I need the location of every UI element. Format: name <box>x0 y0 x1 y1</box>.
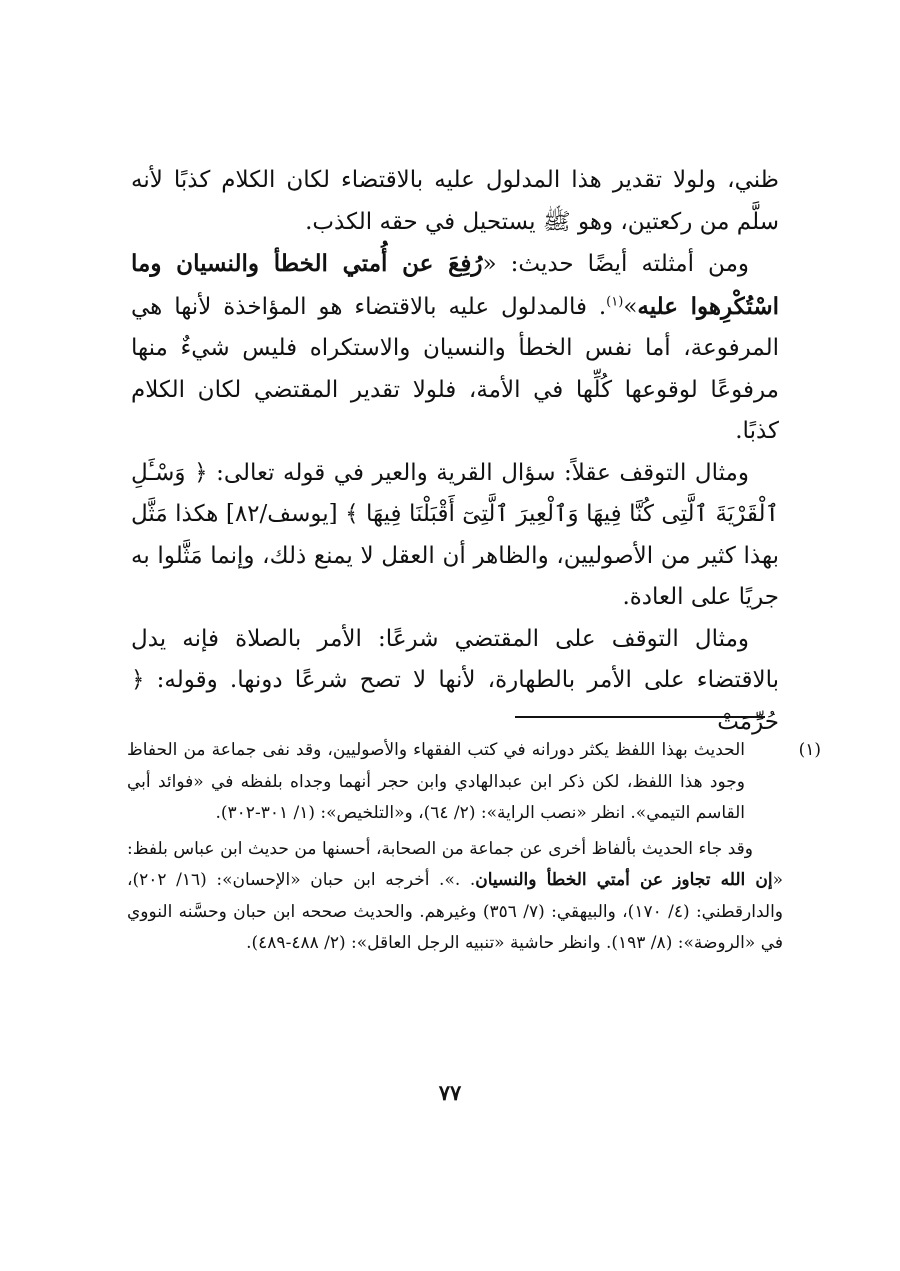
footnote-separator <box>515 716 765 718</box>
footnote-ref[interactable]: (١) <box>606 293 624 309</box>
p2-close-quote: » <box>623 293 638 320</box>
hadith-quote: رُفِعَ عن أُمتي الخطأ والنسيان وما اسْتُكْرِهوا عليه <box>131 250 779 320</box>
fn2-rest: . .». أخرجه ابن حبان «الإحسان»: (١٦/ ٢٠٢)، والدارقطني: (٤/ ١٧٠)، والبيهقي: (٧/ ٣٥٦) وغيرهم. والحديث صححه ابن حبان وحسَّنه النووي في «الروضة»: (٨/ ١٩٣). وانظر حاشية «تنبيه الرجل العاقل»: (٢/ ٤٨٨-٤٨٩). <box>127 870 784 953</box>
paragraph-3: ومثال التوقف عقلاً: سؤال القرية والعير في قوله تعالى: ﴿ وَسْـَٔلِ ٱلْقَرْيَةَ ٱلَّتِى كُنَّا فِيهَا وَٱلْعِيرَ ٱلَّتِىٓ أَقْبَلْنَا فِيهَا ﴾ [يوسف/٨٢] هكذا مَثَّل بهذا كثير من الأصوليين، والظاهر أن العقل لا يمنع ذلك، وإنما مَثَّلوا به جريًا على العادة. <box>131 459 779 610</box>
footnote-1-continuation <box>127 834 783 960</box>
paragraph-2 <box>131 243 779 453</box>
footnote-number: (١) <box>798 740 821 760</box>
p2-intro: ومن أمثلته أيضًا حديث: « <box>482 251 749 277</box>
footnotes <box>127 735 821 960</box>
paragraph-1: ظني، ولولا تقدير هذا المدلول عليه بالاقتضاء لكان الكلام كذبًا لأنه سلَّم من ركعتين، وهو ﷺ يستحيل في حقه الكذب. <box>131 167 779 235</box>
fn2-hadith-quote: إن الله تجاوز عن أمتي الخطأ والنسيان <box>475 870 773 890</box>
p2-rest: . فالمدلول عليه بالاقتضاء هو المؤاخذة لأنها هي المرفوعة، أما نفس الخطأ والنسيان والاستكراه فليس شيءٌ منها مرفوعًا لوقوعها كُلِّها في الأمة، فلولا تقدير المقتضي لكان الكلام كذبًا. <box>131 293 779 444</box>
footnote-1 <box>127 735 821 830</box>
paragraph-4: ومثال التوقف على المقتضي شرعًا: الأمر بالصلاة فإنه يدل بالاقتضاء على الأمر بالطهارة، لأنها لا تصح شرعًا دونها. وقوله: ﴿ حُرِّمَتْ <box>131 625 779 735</box>
footnote-1-text: الحديث بهذا اللفظ يكثر دورانه في كتب الفقهاء والأصوليين، وقد نفى جماعة من الحفاظ وجود هذا اللفظ، لكن ذكر ابن عبدالهادي وابن حجر أنهما وجداه بلفظه في «فوائد أبي القاسم التيمي». انظر «نصب الراية»: (٢/ ٦٤)، و«التلخيص»: (١/ ٣٠١-٣٠٢). <box>127 740 745 823</box>
page-number: ٧٧ <box>438 1080 462 1105</box>
main-text <box>131 160 779 743</box>
fn2-intro: وقد جاء الحديث بألفاظ أخرى عن جماعة من الصحابة، أحسنها من حديث ابن عباس بلفظ: « <box>127 838 783 890</box>
